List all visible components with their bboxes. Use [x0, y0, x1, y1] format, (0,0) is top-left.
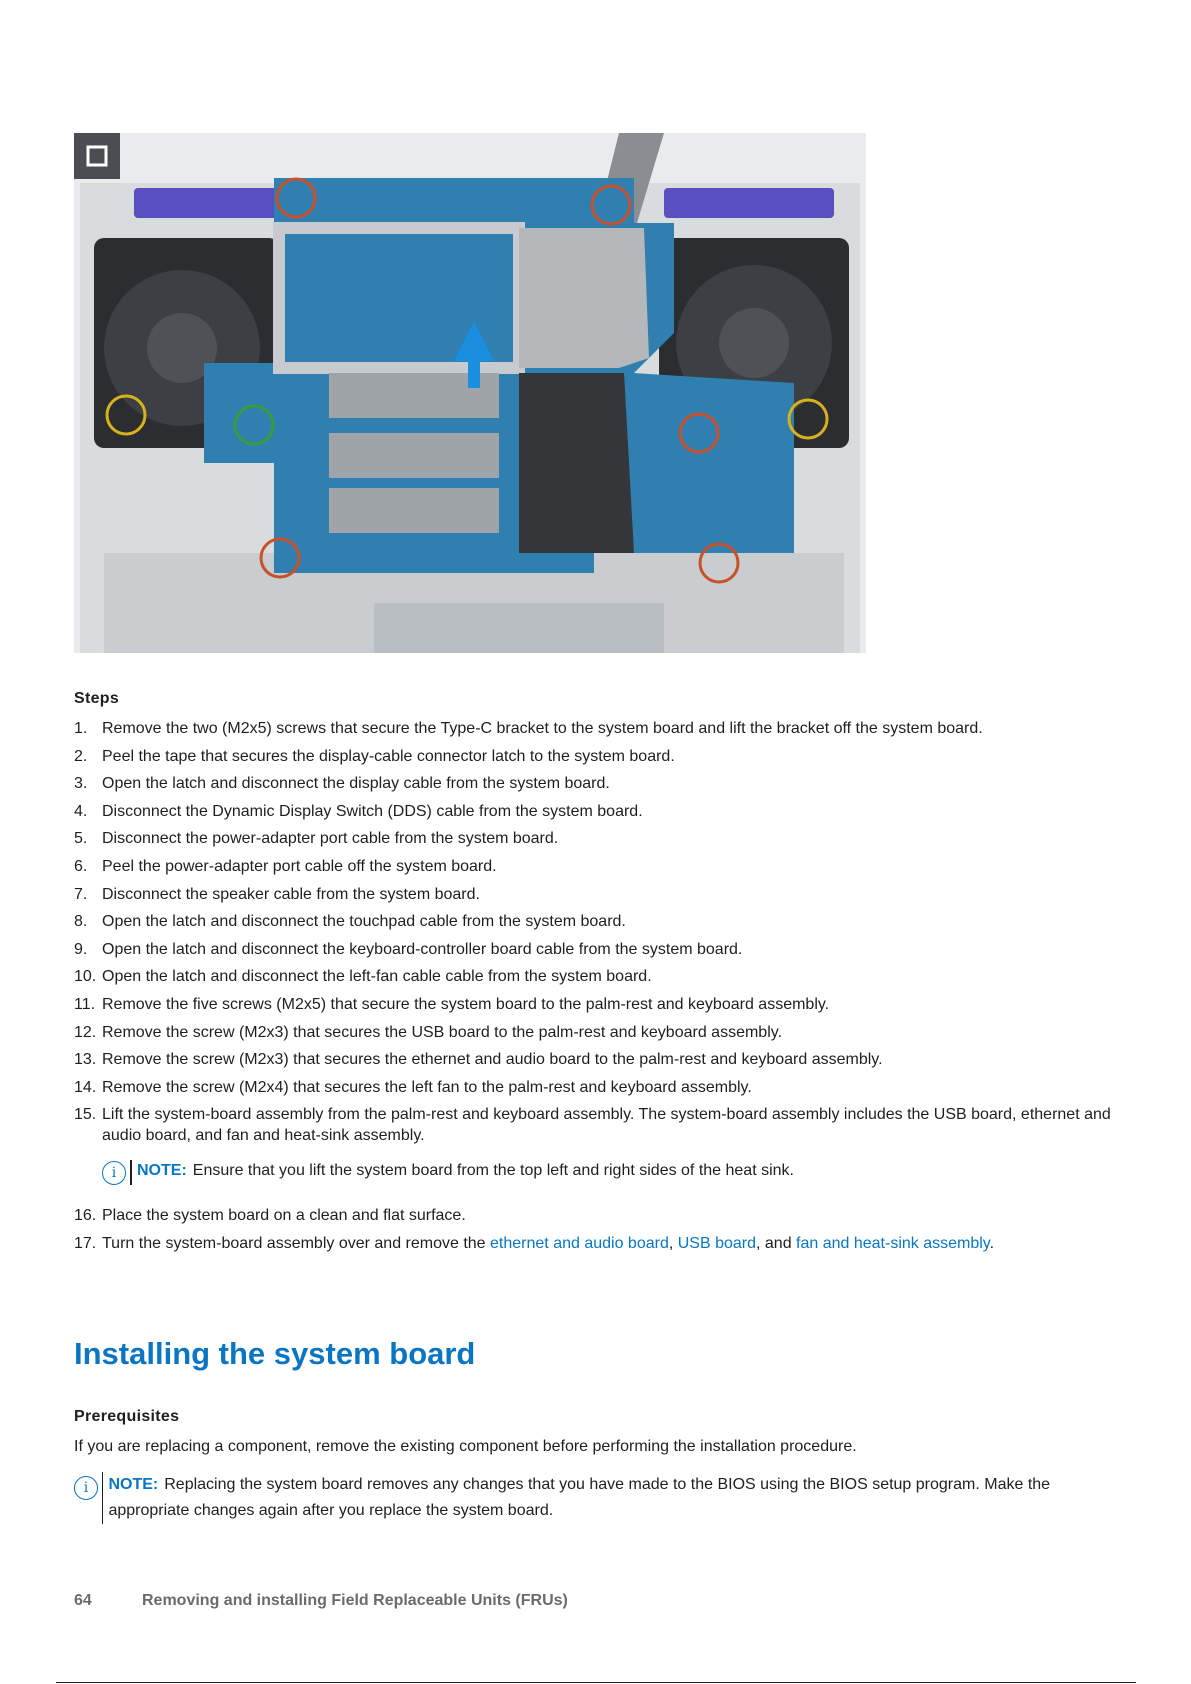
ethernet-audio-board-link[interactable]: ethernet and audio board — [490, 1234, 669, 1252]
note-text: Ensure that you lift the system board from the top left and right sides of the heat sink. — [192, 1162, 794, 1180]
step-item: 7. Disconnect the speaker cable from the system board. — [74, 885, 480, 903]
info-icon: i — [74, 1476, 98, 1500]
note-callout — [102, 1160, 1114, 1185]
step-item: 13. Remove the screw (M2x3) that secures the ethernet and audio board to the palm-rest and keyboard assembly. — [74, 1051, 883, 1069]
page-footer — [74, 1592, 568, 1610]
prerequisites-heading: Prerequisites — [74, 1408, 180, 1425]
chapter-title: Removing and installing Field Replaceable Units (FRUs) — [142, 1592, 568, 1609]
note-label: NOTE: — [108, 1476, 159, 1493]
step-item: 16. Place the system board on a clean and flat surface. — [74, 1207, 466, 1225]
footer-divider — [56, 1682, 1136, 1683]
note-text: Replacing the system board removes any changes that you have made to the BIOS using the BIOS setup program. Make the appropriate changes again after you replace the system board. — [108, 1476, 1051, 1519]
step-item: 9. Open the latch and disconnect the keyboard-controller board cable from the system board. — [74, 940, 743, 958]
prerequisites-text: If you are replacing a component, remove the existing component before performing the installation procedure. — [74, 1438, 857, 1455]
note-divider — [130, 1160, 132, 1185]
step-item: 6. Peel the power-adapter port cable off the system board. — [74, 857, 497, 875]
step-item: 11. Remove the five screws (M2x5) that secure the system board to the palm-rest and keyboard assembly. — [74, 995, 830, 1013]
info-icon: i — [102, 1161, 126, 1185]
step-item: 3. Open the latch and disconnect the display cable from the system board. — [74, 775, 610, 793]
step-item: 1. Remove the two (M2x5) screws that secure the Type-C bracket to the system board and lift the bracket off the system board. — [74, 720, 983, 737]
step-item: 15. Lift the system-board assembly from the palm-rest and keyboard assembly. The system-board assembly includes the USB board, ethernet and audio board, and fan and heat-sink assembly. i NOTE: Ensure that you lift the system board from the top left and right sides of the heat sink. — [74, 1104, 1114, 1185]
steps-heading: Steps — [74, 690, 120, 707]
step-item: 8. Open the latch and disconnect the touchpad cable from the system board. — [74, 913, 626, 931]
step-item: 17. Turn the system-board assembly over and remove the ethernet and audio board, USB board, and fan and heat-sink assembly. — [74, 1234, 995, 1252]
steps-list — [74, 718, 1114, 1261]
step-item: 14. Remove the screw (M2x4) that secures the left fan to the palm-rest and keyboard assembly. — [74, 1078, 752, 1096]
usb-board-link[interactable]: USB board — [677, 1234, 756, 1252]
note-callout — [74, 1472, 1114, 1524]
page-number: 64 — [74, 1592, 92, 1609]
note-divider — [102, 1472, 103, 1524]
step-item: 2. Peel the tape that secures the display-cable connector latch to the system board. — [74, 747, 675, 765]
step-item: 10. Open the latch and disconnect the left-fan cable cable from the system board. — [74, 968, 652, 986]
note-label: NOTE: — [137, 1162, 187, 1180]
step-item: 5. Disconnect the power-adapter port cable from the system board. — [74, 830, 559, 848]
step-item: 4. Disconnect the Dynamic Display Switch (DDS) cable from the system board. — [74, 802, 643, 820]
step-item: 12. Remove the screw (M2x3) that secures the USB board to the palm-rest and keyboard assembly. — [74, 1023, 783, 1041]
system-board-figure — [74, 133, 866, 653]
section-title: Installing the system board — [74, 1336, 476, 1371]
fan-heatsink-link[interactable]: fan and heat-sink assembly — [796, 1234, 990, 1252]
